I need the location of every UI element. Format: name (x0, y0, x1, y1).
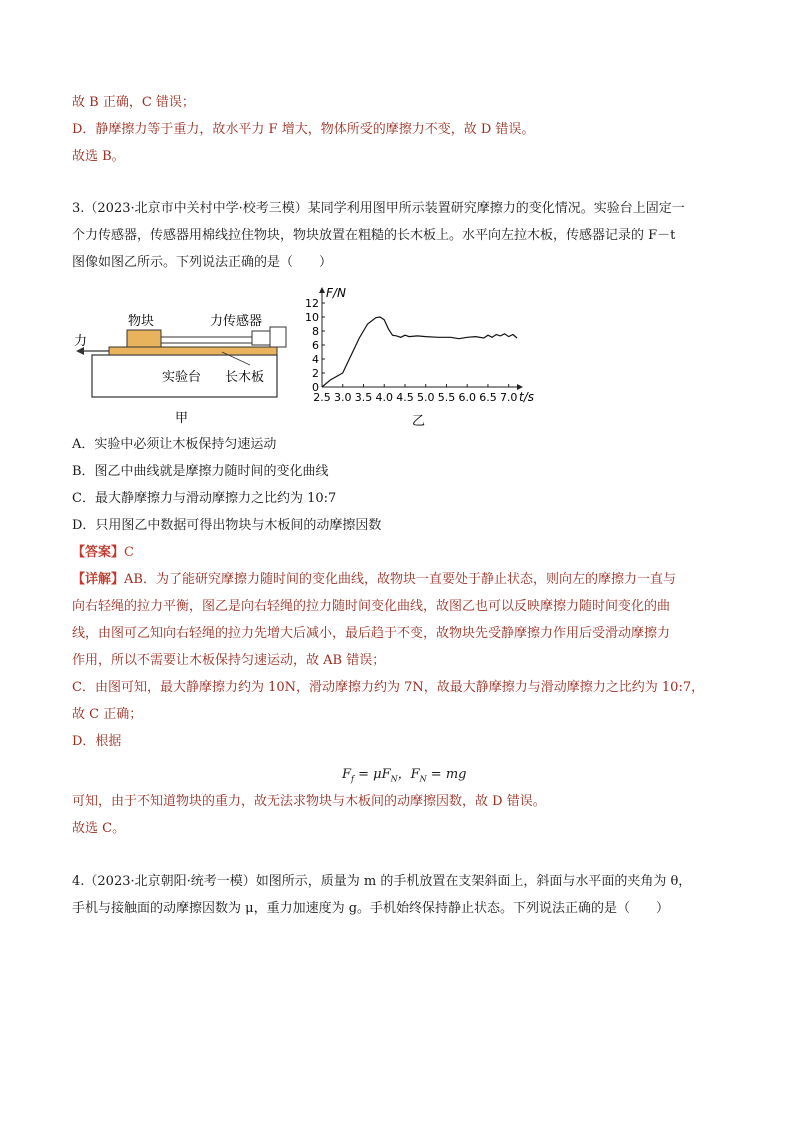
block-label: 物块 (128, 314, 155, 329)
formula-sub: N (390, 774, 398, 784)
option-b: B．图乙中曲线就是摩擦力随时间的变化曲线 (72, 464, 329, 479)
force-sensor (252, 331, 270, 345)
x-axis-label: t/s (519, 390, 534, 404)
y-tick-label: 0 (312, 381, 319, 394)
block (127, 330, 161, 347)
question-3-stem: 图像如图乙所示。下列说法正确的是（ ） (72, 255, 333, 270)
x-tick-label: 4.5 (396, 391, 414, 404)
board-label: 长木板 (225, 370, 265, 385)
answer-value: C (124, 545, 134, 560)
explanation-text: AB．为了能研究摩擦力随时间的变化曲线，故物块一直要处于静止状态，则向左的摩擦力一直与 (124, 572, 676, 587)
force-label: 力 (74, 334, 88, 349)
x-tick-label: 6.0 (458, 391, 476, 404)
caption-yi: 乙 (412, 414, 426, 429)
explanation-line: D．根据 (72, 734, 122, 749)
explanation-line: 故选 C。 (72, 821, 126, 836)
force-sensor-mount (270, 327, 286, 347)
y-axis-label: F/N (326, 286, 346, 300)
force-curve (322, 317, 517, 387)
question-4-stem: 手机与接触面的动摩擦因数为 μ，重力加速度为 g。手机始终保持静止状态。下列说法正确的是（ ） (72, 901, 670, 916)
question-3-stem: 个力传感器，传感器用棉线拉住物块，物块放置在粗糙的长木板上。水平向左拉木板，传感器记录的 F－t (72, 228, 676, 243)
answer-label: 【答案】 (72, 545, 125, 560)
explanation-line: 可知，由于不知道物块的重力，故无法求物块与木板间的动摩擦因数，故 D 错误。 (72, 794, 546, 809)
caption-jia: 甲 (175, 411, 189, 426)
option-a: A．实验中必须让木板保持匀速运动 (72, 437, 277, 452)
x-tick-label: 4.0 (375, 391, 393, 404)
question-3-figure (72, 285, 532, 430)
force-time-chart (305, 286, 534, 404)
text-line: 故 B 正确，C 错误； (72, 95, 195, 110)
option-c: C．最大静摩擦力与滑动摩擦力之比约为 10:7 (72, 491, 337, 506)
x-tick-label: 5.0 (416, 391, 435, 404)
explanation-line (72, 570, 676, 590)
question-3-stem: 3.（2023·北京市中关村中学·校考三模）某同学利用图甲所示装置研究摩擦力的变化情况。实验台上固定一 (72, 201, 685, 216)
formula (342, 763, 466, 784)
formula-sub: N (419, 774, 427, 784)
y-tick-label: 6 (312, 339, 319, 352)
formula-sub: f (351, 774, 354, 784)
explanation-line: 向右轻绳的拉力平衡，图乙是向右轻绳的拉力随时间变化曲线，故图乙也可以反映摩擦力随时间变化的曲 (72, 599, 671, 614)
long-board (109, 347, 277, 355)
question-4-stem: 4.（2023·北京朝阳·统考一模）如图所示，质量为 m 的手机放置在支架斜面上，斜面与水平面的夹角为 θ， (72, 874, 692, 889)
y-tick-label: 8 (312, 325, 319, 338)
y-tick-label: 12 (305, 297, 319, 310)
detail-label: 【详解】 (72, 572, 125, 587)
x-tick-label: 6.5 (479, 391, 497, 404)
text-line: D．静摩擦力等于重力，故水平力 F 增大，物体所受的摩擦力不变，故 D 错误。 (72, 122, 535, 137)
x-tick-label: 3.0 (333, 391, 352, 404)
sensor-label: 力传感器 (210, 314, 263, 329)
explanation-line: 线，由图可乙知向右轻绳的拉力先增大后减小，最后趋于不变，故物块先受静摩擦力作用后受滑动摩擦力 (72, 626, 671, 641)
y-tick-label: 4 (312, 353, 319, 366)
x-tick-label: 2.5 (313, 391, 331, 404)
x-tick-label: 5.5 (437, 391, 456, 404)
x-tick-label: 7.0 (499, 391, 518, 404)
text-line: 故选 B。 (72, 149, 125, 164)
formula-part: = mg (426, 767, 467, 782)
x-tick-label: 3.5 (354, 391, 373, 404)
apparatus-diagram (74, 313, 286, 426)
y-axis-arrow-icon (319, 287, 325, 293)
explanation-line: 作用，所以不需要让木板保持匀速运动，故 AB 错误； (72, 653, 386, 668)
formula-part: F (342, 767, 352, 782)
table-label: 实验台 (162, 370, 202, 385)
explanation-line: C．由图可知，最大静摩擦力约为 10N，滑动摩擦力约为 7N，故最大静摩擦力与滑动摩擦力之比约为 10:7， (72, 680, 705, 695)
formula-part: ，F (397, 767, 420, 782)
y-tick-label: 2 (312, 367, 319, 380)
explanation-line: 故 C 正确； (72, 707, 143, 722)
formula-part: = μF (354, 767, 391, 782)
option-d: D．只用图乙中数据可得出物块与木板间的动摩擦因数 (72, 518, 382, 533)
y-tick-label: 10 (305, 311, 319, 324)
answer (72, 543, 134, 563)
